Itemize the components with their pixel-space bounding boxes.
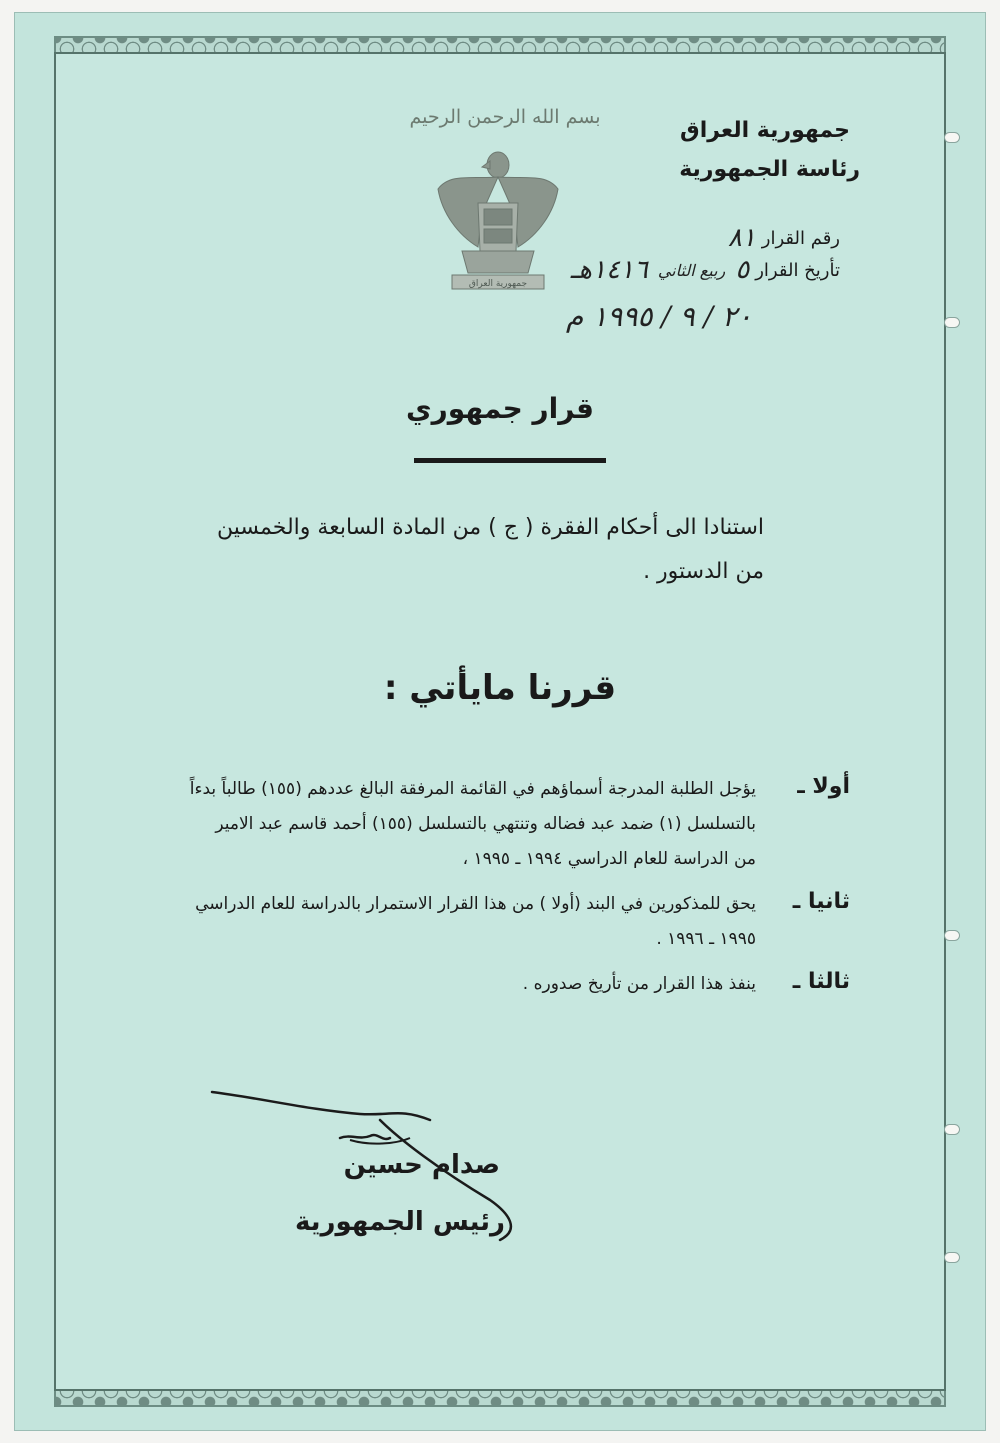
decree-items bbox=[130, 772, 850, 1012]
preamble-line: استنادا الى أحكام الفقرة ( ج ) من المادة السابعة والخمسين bbox=[217, 515, 764, 540]
item-line: بالتسلسل (١) ضمد عبد فضاله وتنتهي بالتسلسل (١٥٥) أحمد قاسم عبد الامير bbox=[215, 814, 756, 834]
title-underline bbox=[414, 458, 606, 463]
hijri-year: ١٤١٦هـ bbox=[570, 255, 648, 285]
emblem-inscription: جمهورية العراق bbox=[468, 279, 528, 289]
basmala: بسم الله الرحمن الرحيم bbox=[409, 106, 601, 128]
decree-number: ٨١ bbox=[727, 223, 756, 253]
decision-heading: قررنا مايأتي : bbox=[383, 668, 617, 708]
punch-hole bbox=[944, 1252, 960, 1263]
letterhead bbox=[679, 118, 860, 182]
punch-hole bbox=[944, 132, 960, 143]
item-line: ينفذ هذا القرار من تأريخ صدوره . bbox=[522, 974, 756, 994]
preamble-line: من الدستور . bbox=[643, 559, 764, 584]
decree-meta bbox=[565, 222, 840, 286]
item-text bbox=[130, 887, 764, 957]
gregorian-date: ٢٠ / ٩ / ١٩٩٥ م bbox=[566, 300, 752, 333]
item-line: من الدراسة للعام الدراسي ١٩٩٤ ـ ١٩٩٥ ، bbox=[462, 849, 756, 869]
hijri-day: ٥ bbox=[735, 255, 750, 285]
decree-number-label: رقم القرار bbox=[761, 227, 840, 249]
decree-item bbox=[130, 967, 850, 1002]
decree-date-label: تأريخ القرار bbox=[755, 259, 840, 281]
item-line: يؤجل الطلبة المدرجة أسماؤهم في القائمة المرفقة البالغ عددهم (١٥٥) طالباً بدءاً bbox=[189, 779, 756, 799]
hijri-month: ربيع الثاني bbox=[657, 260, 726, 280]
item-text bbox=[130, 772, 764, 877]
decree-date-row bbox=[565, 254, 840, 286]
item-label: ثالثا ـ bbox=[792, 969, 850, 994]
decree-item bbox=[130, 887, 850, 957]
eagle-emblem-icon bbox=[432, 143, 564, 293]
punch-hole bbox=[944, 1124, 960, 1135]
office-name: رئاسة الجمهورية bbox=[679, 157, 860, 182]
item-line: ١٩٩٥ ـ ١٩٩٦ . bbox=[656, 929, 756, 949]
item-label: أولا ـ bbox=[797, 774, 850, 799]
country-name: جمهورية العراق bbox=[680, 118, 850, 143]
preamble bbox=[164, 506, 764, 594]
item-line: يحق للمذكورين في البند (أولا ) من هذا القرار الاستمرار بالدراسة للعام الدراسي bbox=[195, 894, 756, 914]
item-text bbox=[130, 967, 764, 1002]
decree-number-row bbox=[565, 222, 840, 254]
signatory-title: رئيس الجمهورية bbox=[295, 1207, 505, 1237]
decree-item bbox=[130, 772, 850, 877]
signatory-name: صدام حسين bbox=[343, 1150, 500, 1180]
document-title: قرار جمهوري bbox=[406, 392, 594, 425]
punch-hole bbox=[944, 930, 960, 941]
punch-hole bbox=[944, 317, 960, 328]
item-label: ثانيا ـ bbox=[792, 889, 850, 914]
